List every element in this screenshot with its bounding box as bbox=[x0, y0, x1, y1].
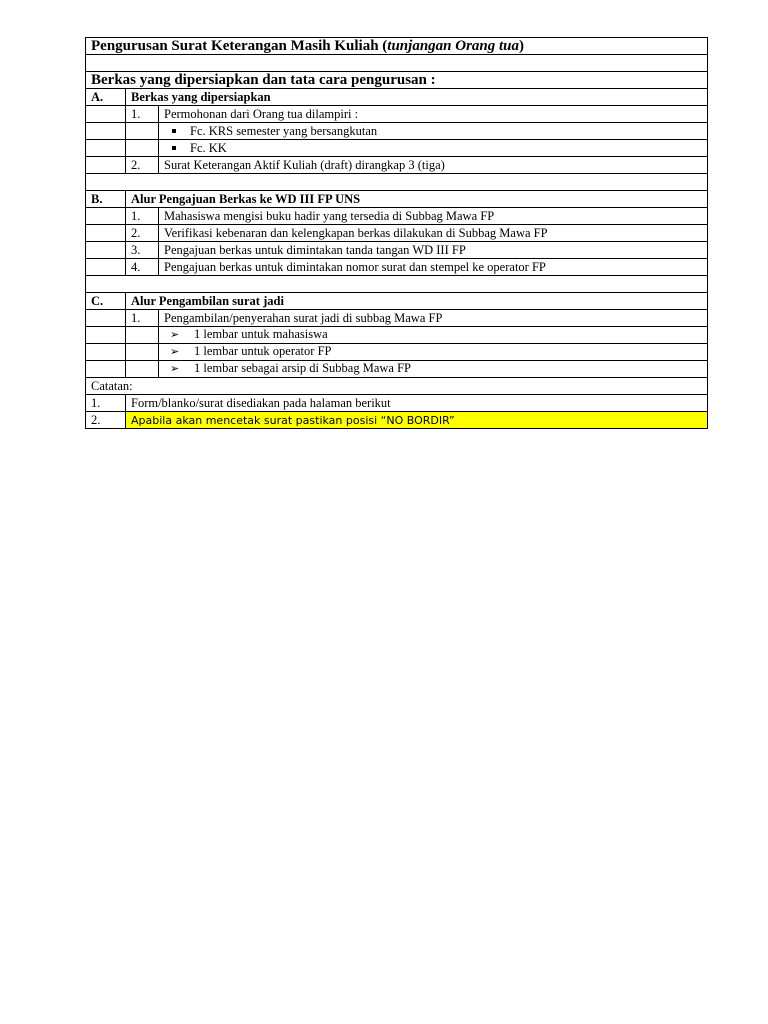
document-title: Pengurusan Surat Keterangan Masih Kuliah (tunjangan Orang tua) bbox=[86, 38, 708, 55]
blank-row bbox=[86, 276, 708, 293]
list-item bbox=[86, 225, 708, 242]
list-item bbox=[86, 123, 708, 140]
heading-row bbox=[86, 72, 708, 89]
item-text: Mahasiswa mengisi buku hadir yang tersedia di Subbag Mawa FP bbox=[159, 208, 708, 225]
item-text: Surat Keterangan Aktif Kuliah (draft) dirangkap 3 (tiga) bbox=[159, 157, 708, 174]
arrow-bullet-icon: ➢ bbox=[170, 346, 180, 358]
document-table bbox=[85, 37, 708, 429]
section-title: Alur Pengajuan Berkas ke WD III FP UNS bbox=[126, 191, 708, 208]
note-row bbox=[86, 395, 708, 412]
item-text: Pengajuan berkas untuk dimintakan nomor surat dan stempel ke operator FP bbox=[159, 259, 708, 276]
square-bullet-icon bbox=[172, 129, 176, 133]
notes-label: Catatan: bbox=[86, 378, 708, 395]
item-number: 1. bbox=[126, 310, 159, 327]
note-text-highlighted: Apabila akan mencetak surat pastikan posisi “NO BORDIR” bbox=[126, 412, 708, 429]
arrow-item: ➢ 1 lembar untuk operator FP bbox=[159, 344, 708, 361]
item-text: Permohonan dari Orang tua dilampiri : bbox=[159, 106, 708, 123]
item-number: 2. bbox=[126, 225, 159, 242]
note-number: 2. bbox=[86, 412, 126, 429]
arrow-item: ➢ 1 lembar untuk mahasiswa bbox=[159, 327, 708, 344]
section-label: C. bbox=[86, 293, 126, 310]
item-number: 2. bbox=[126, 157, 159, 174]
section-label: B. bbox=[86, 191, 126, 208]
section-heading: Berkas yang dipersiapkan dan tata cara pengurusan : bbox=[86, 72, 708, 89]
arrow-bullet-icon: ➢ bbox=[170, 329, 180, 341]
item-number: 4. bbox=[126, 259, 159, 276]
list-item bbox=[86, 208, 708, 225]
section-a-header bbox=[86, 89, 708, 106]
item-number: 3. bbox=[126, 242, 159, 259]
section-label: A. bbox=[86, 89, 126, 106]
item-text: Pengambilan/penyerahan surat jadi di subbag Mawa FP bbox=[159, 310, 708, 327]
notes-label-row bbox=[86, 378, 708, 395]
list-item bbox=[86, 157, 708, 174]
arrow-item: ➢ 1 lembar sebagai arsip di Subbag Mawa FP bbox=[159, 361, 708, 378]
list-item bbox=[86, 361, 708, 378]
list-item bbox=[86, 140, 708, 157]
blank-row bbox=[86, 174, 708, 191]
section-b-header bbox=[86, 191, 708, 208]
list-item bbox=[86, 259, 708, 276]
bullet-item: Fc. KRS semester yang bersangkutan bbox=[159, 123, 708, 140]
list-item bbox=[86, 327, 708, 344]
note-number: 1. bbox=[86, 395, 126, 412]
list-item bbox=[86, 106, 708, 123]
blank-row bbox=[86, 55, 708, 72]
section-c-header bbox=[86, 293, 708, 310]
list-item bbox=[86, 242, 708, 259]
square-bullet-icon bbox=[172, 146, 176, 150]
list-item bbox=[86, 344, 708, 361]
item-number: 1. bbox=[126, 106, 159, 123]
item-text: Pengajuan berkas untuk dimintakan tanda tangan WD III FP bbox=[159, 242, 708, 259]
note-text: Form/blanko/surat disediakan pada halaman berikut bbox=[126, 395, 708, 412]
section-title: Berkas yang dipersiapkan bbox=[126, 89, 708, 106]
bullet-item: Fc. KK bbox=[159, 140, 708, 157]
item-number: 1. bbox=[126, 208, 159, 225]
title-row bbox=[86, 38, 708, 55]
note-row-highlighted bbox=[86, 412, 708, 429]
list-item bbox=[86, 310, 708, 327]
arrow-bullet-icon: ➢ bbox=[170, 363, 180, 375]
item-text: Verifikasi kebenaran dan kelengkapan berkas dilakukan di Subbag Mawa FP bbox=[159, 225, 708, 242]
section-title: Alur Pengambilan surat jadi bbox=[126, 293, 708, 310]
